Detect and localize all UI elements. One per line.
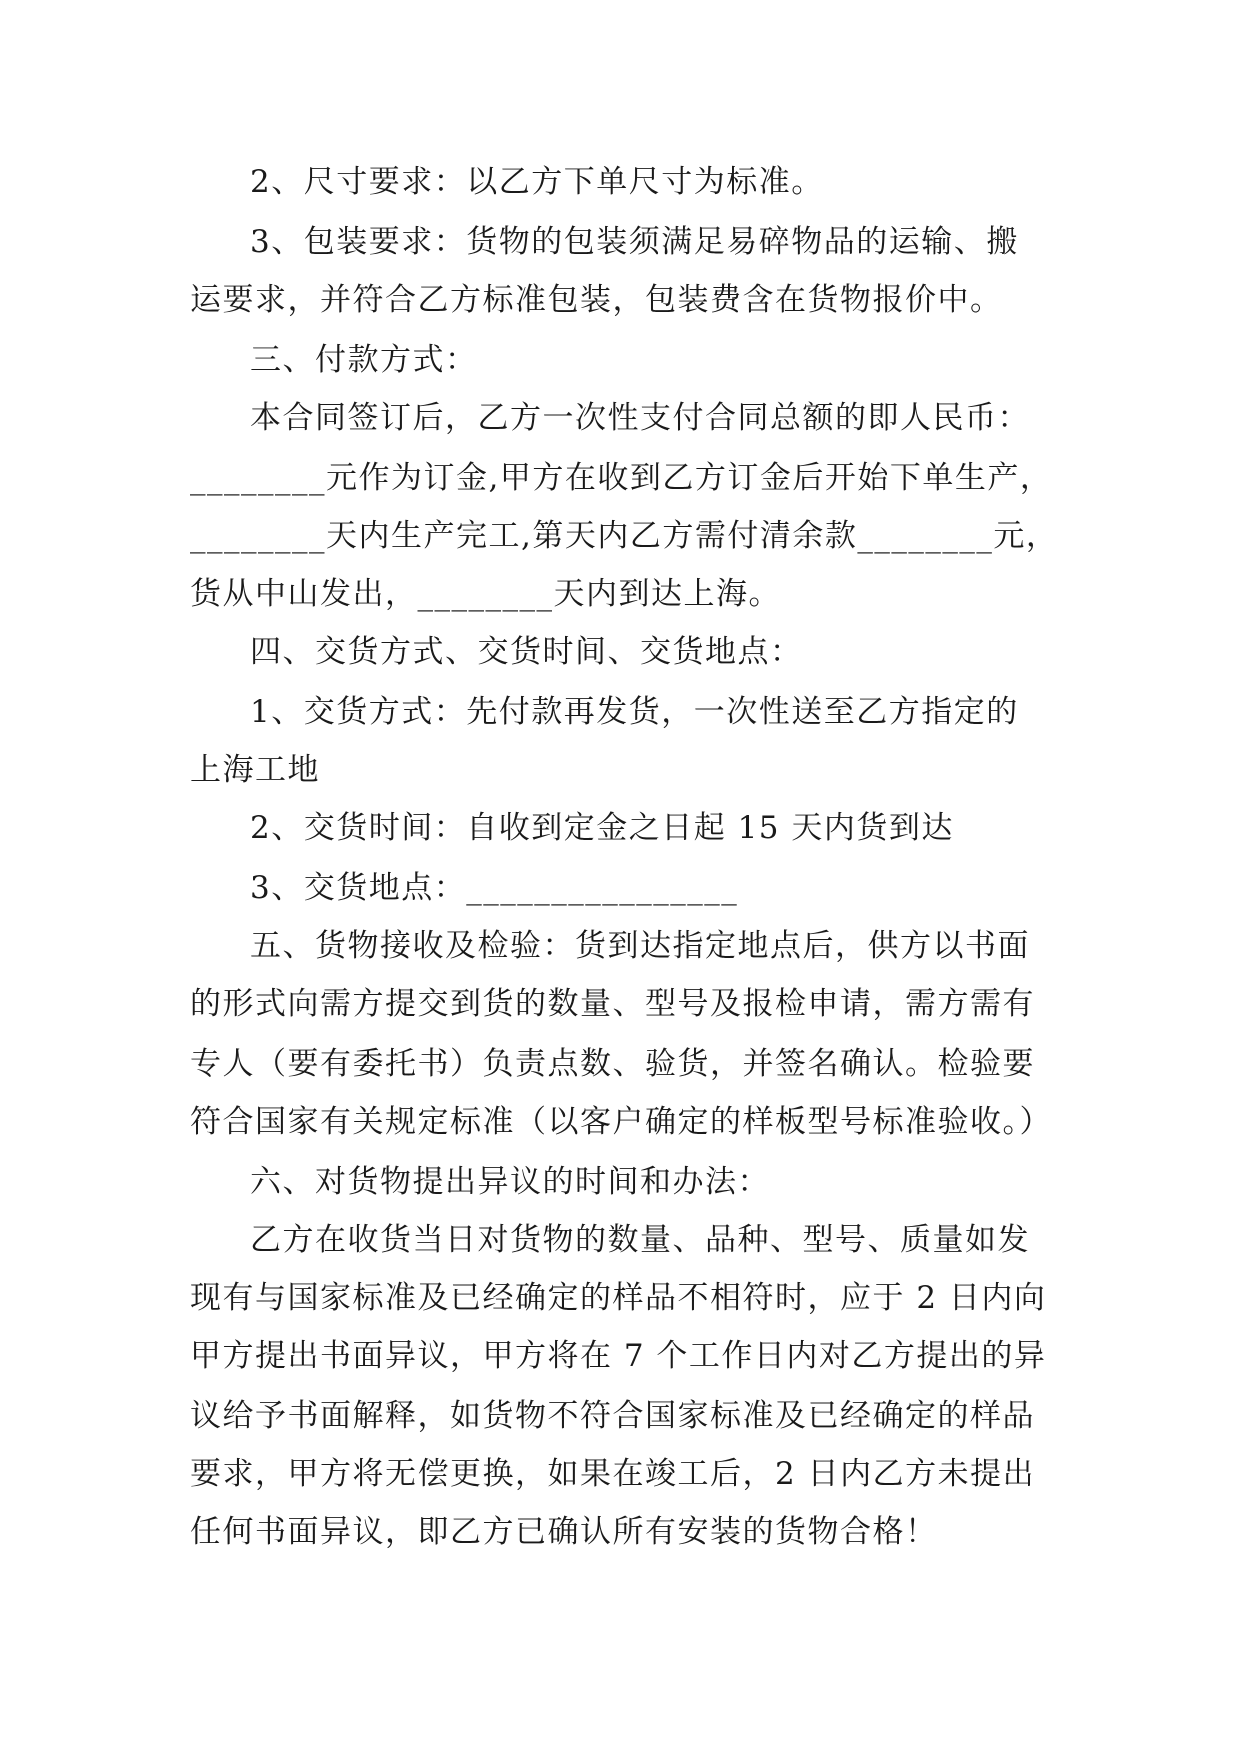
text-line: 要求，甲方将无偿更换，如果在竣工后，2 日内乙方未提出: [190, 1456, 1036, 1492]
text-line: 符合国家有关规定标准（以客户确定的样板型号标准验收。）: [190, 1104, 1052, 1140]
text-line: 2、尺寸要求：以乙方下单尺寸为标准。: [250, 164, 824, 200]
text-line: 3、交货地点：________________: [250, 870, 739, 906]
text-line: 1、交货方式：先付款再发货，一次性送至乙方指定的: [250, 694, 1019, 730]
text-line: 专人（要有委托书）负责点数、验货，并签名确认。检验要: [190, 1046, 1035, 1082]
text-line: 3、包装要求：货物的包装须满足易碎物品的运输、搬: [250, 224, 1019, 260]
text-line: 上海工地: [190, 752, 320, 788]
text-line: 本合同签订后，乙方一次性支付合同总额的即人民币：: [250, 400, 1030, 436]
text-line: ________元作为订金,甲方在收到乙方订金后开始下单生产，: [190, 460, 1053, 496]
text-line: 议给予书面解释，如货物不符合国家标准及已经确定的样品: [190, 1398, 1035, 1434]
text-line: 甲方提出书面异议，甲方将在 7 个工作日内对乙方提出的异: [190, 1338, 1047, 1374]
text-line: 现有与国家标准及已经确定的样品不相符时，应于 2 日内向: [190, 1280, 1047, 1316]
text-line: 货从中山发出，________天内到达上海。: [190, 576, 781, 612]
section-heading: 三、付款方式：: [250, 342, 478, 378]
text-line: 任何书面异议，即乙方已确认所有安装的货物合格！: [190, 1514, 938, 1550]
section-heading: 五、货物接收及检验：货到达指定地点后，供方以书面: [250, 928, 1030, 964]
text-line: 运要求，并符合乙方标准包装，包装费含在货物报价中。: [190, 282, 1003, 318]
text-line: 乙方在收货当日对货物的数量、品种、型号、质量如发: [250, 1222, 1030, 1258]
text-line: ________天内生产完工,第天内乙方需付清余款________元，: [190, 518, 1059, 554]
section-heading: 六、对货物提出异议的时间和办法：: [250, 1164, 770, 1200]
text-line: 2、交货时间：自收到定金之日起 15 天内货到达: [250, 810, 954, 846]
text-line: 的形式向需方提交到货的数量、型号及报检申请，需方需有: [190, 986, 1035, 1022]
section-heading: 四、交货方式、交货时间、交货地点：: [250, 634, 803, 670]
